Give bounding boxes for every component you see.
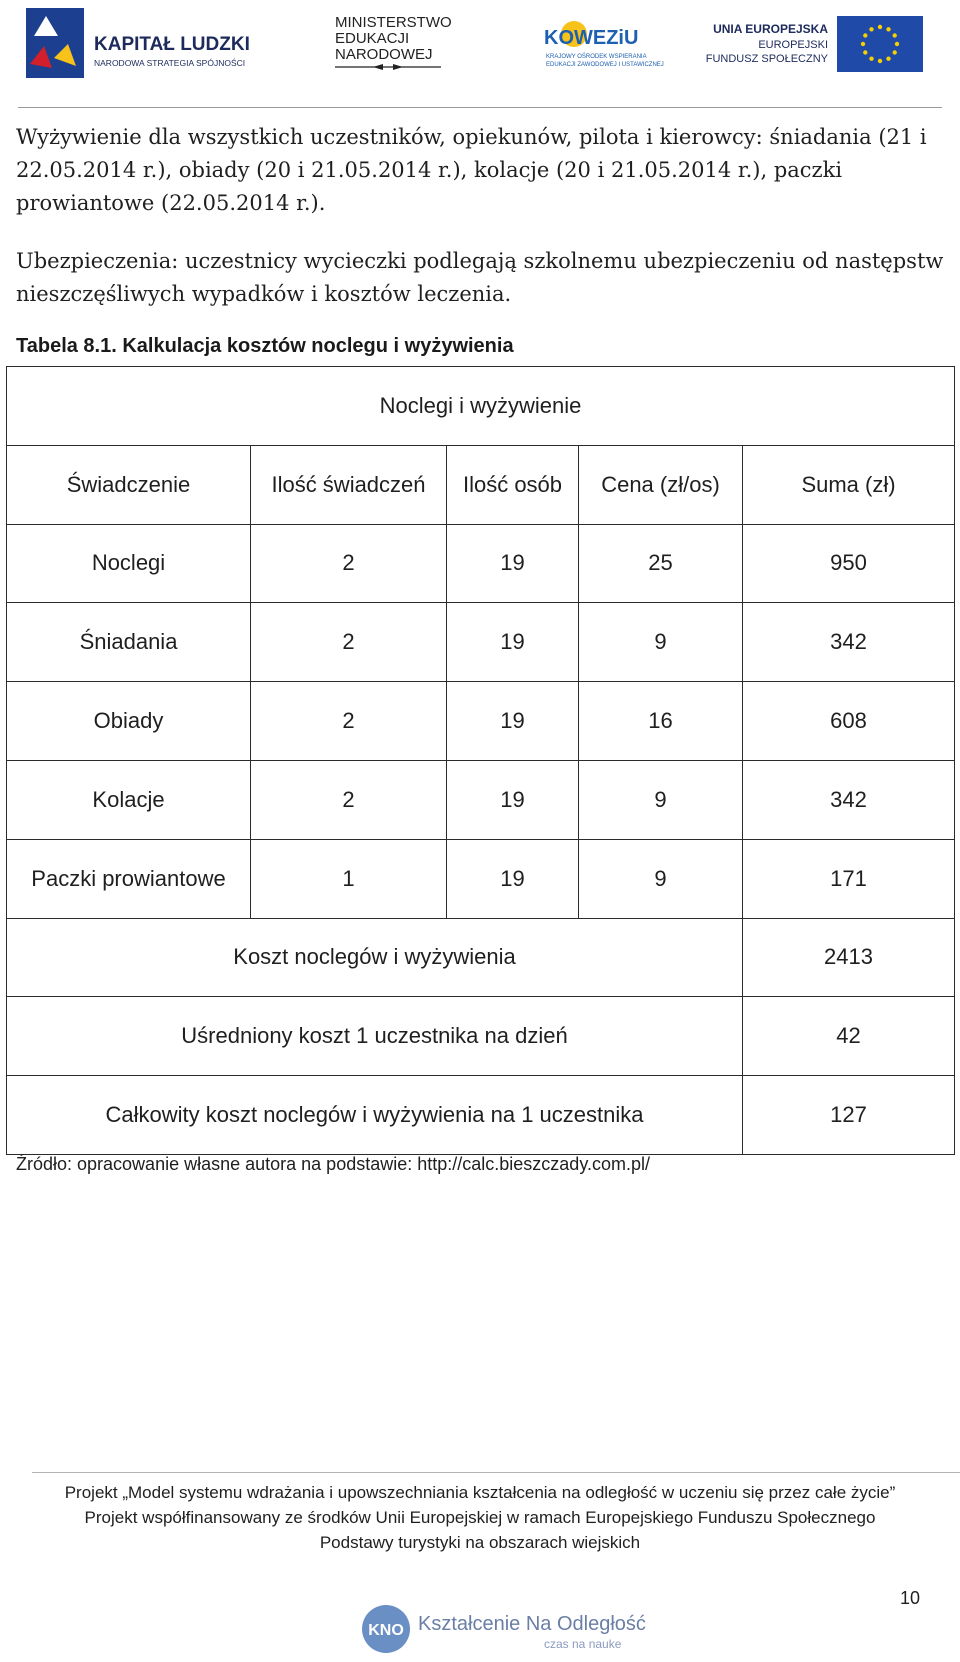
eu-star-icon xyxy=(863,33,867,37)
kno-name: Kształcenie Na Odległość xyxy=(418,1613,646,1635)
eu-star-icon xyxy=(886,27,890,31)
koweziu-name: KOWEZiU xyxy=(544,27,639,49)
table-row xyxy=(7,839,955,918)
summary-row xyxy=(7,1076,955,1155)
summary-row xyxy=(7,918,955,997)
eu-star-icon xyxy=(893,33,897,37)
table-cell: 19 xyxy=(447,603,579,682)
koweziu-line2: EDUKACJI ZAWODOWEJ I USTAWICZNEJ xyxy=(546,62,664,68)
table-cell: 342 xyxy=(743,603,955,682)
table-cell: 950 xyxy=(743,524,955,603)
kl-subtitle: NARODOWA STRATEGIA SPÓJNOŚCI xyxy=(94,58,246,68)
men-line1: MINISTERSTWO xyxy=(335,14,452,31)
ue-line2: EUROPEJSKI xyxy=(758,39,828,51)
table-cell: Śniadania xyxy=(7,603,251,682)
koweziu-logo xyxy=(540,12,664,74)
ministerstwo-logo xyxy=(335,12,471,74)
eu-star-icon xyxy=(878,59,882,63)
page-number: 10 xyxy=(900,1588,921,1608)
table-cell: 342 xyxy=(743,760,955,839)
table-cell: 1 xyxy=(251,839,447,918)
table-cell: 608 xyxy=(743,682,955,761)
column-header: Cena (zł/os) xyxy=(579,445,743,524)
eu-star-icon xyxy=(893,50,897,54)
kno-tagline: czas na nauke xyxy=(544,1637,622,1651)
ue-line1: UNIA EUROPEJSKA xyxy=(713,22,828,36)
table-cell: 2 xyxy=(251,682,447,761)
table-cell: 19 xyxy=(447,760,579,839)
footer-project-line: Projekt „Model systemu wdrażania i upowszechniania kształcenia na odległość w uczeniu się przez całe życie” xyxy=(64,1483,896,1502)
table-cell: 171 xyxy=(743,839,955,918)
column-header: Ilość osób xyxy=(447,445,579,524)
table-cell: 9 xyxy=(579,760,743,839)
column-header: Świadczenie xyxy=(7,445,251,524)
table-cell: 9 xyxy=(579,603,743,682)
ue-efs-logo xyxy=(705,16,945,74)
table-row xyxy=(7,603,955,682)
table-cell: 2 xyxy=(251,760,447,839)
summary-value: 42 xyxy=(743,997,955,1076)
koweziu-line1: KRAJOWY OŚRODEK WSPIERANIA xyxy=(546,54,647,60)
footer-divider xyxy=(32,1472,960,1473)
kapital-ludzki-logo xyxy=(24,6,264,81)
men-line2: EDUKACJI xyxy=(335,30,410,47)
ue-line3: FUNDUSZ SPOŁECZNY xyxy=(705,53,828,65)
table-title: Noclegi i wyżywienie xyxy=(7,367,955,446)
men-line3: NARODOWEJ xyxy=(335,46,433,63)
paragraph-insurance: Ubezpieczenia: uczestnicy wycieczki podlegają szkolnemu ubezpieczeniu od następstw nieszczęśliwych wypadków i kosztów leczenia. xyxy=(16,249,944,306)
source-note: Źródło: opracowanie własne autora na podstawie: http://calc.bieszczady.com.pl/ xyxy=(16,1154,650,1174)
eu-star-icon xyxy=(895,42,899,46)
table-cell: 2 xyxy=(251,524,447,603)
eu-star-icon xyxy=(869,27,873,31)
table-row xyxy=(7,682,955,761)
table-row xyxy=(7,524,955,603)
footer-course-line: Podstawy turystyki na obszarach wiejskich xyxy=(319,1533,641,1552)
ksztalcenie-na-odleglosc-logo xyxy=(360,1600,646,1658)
column-header: Ilość świadczeń xyxy=(251,445,447,524)
table-cell: Kolacje xyxy=(7,760,251,839)
eu-star-icon xyxy=(878,25,882,29)
summary-value: 2413 xyxy=(743,918,955,997)
table-cell: 2 xyxy=(251,603,447,682)
table-title-row xyxy=(7,367,955,446)
table-cell: Noclegi xyxy=(7,524,251,603)
footer-funding-line: Projekt współfinansowany ze środków Unii Europejskiej w ramach Europejskiego Funduszu Społecznego xyxy=(84,1508,876,1527)
summary-label: Uśredniony koszt 1 uczestnika na dzień xyxy=(7,997,743,1076)
kl-emblem xyxy=(26,8,84,78)
table-cell: 25 xyxy=(579,524,743,603)
table-row xyxy=(7,760,955,839)
summary-value: 127 xyxy=(743,1076,955,1155)
kl-title: KAPITAŁ LUDZKI xyxy=(94,34,250,55)
table-cell: Paczki prowiantowe xyxy=(7,839,251,918)
table-cell: 19 xyxy=(447,524,579,603)
table-cell: 19 xyxy=(447,682,579,761)
summary-label: Całkowity koszt noclegów i wyżywienia na 1 uczestnika xyxy=(7,1076,743,1155)
eu-star-icon xyxy=(861,42,865,46)
table-cell: 9 xyxy=(579,839,743,918)
header-divider xyxy=(18,107,942,108)
table-cell: 16 xyxy=(579,682,743,761)
table-caption: Tabela 8.1. Kalkulacja kosztów noclegu i wyżywienia xyxy=(16,335,514,357)
summary-label: Koszt noclegów i wyżywienia xyxy=(7,918,743,997)
kno-mark: KNO xyxy=(368,1622,404,1639)
eu-star-icon xyxy=(863,50,867,54)
cost-table xyxy=(6,366,955,1155)
summary-row xyxy=(7,997,955,1076)
paragraph-food: Wyżywienie dla wszystkich uczestników, opiekunów, pilota i kierowcy: śniadania (21 i 22.05.2014 r.), obiady (20 i 21.05.2014 r.), kolacje (20 i 21.05.2014 r.), paczki prowiantowe (22.05.2014 r.). xyxy=(16,125,927,215)
eu-star-icon xyxy=(869,57,873,61)
eu-star-icon xyxy=(886,57,890,61)
eu-flag-icon xyxy=(837,16,923,72)
table-cell: Obiady xyxy=(7,682,251,761)
table-cell: 19 xyxy=(447,839,579,918)
column-header: Suma (zł) xyxy=(743,445,955,524)
table-header-row xyxy=(7,445,955,524)
